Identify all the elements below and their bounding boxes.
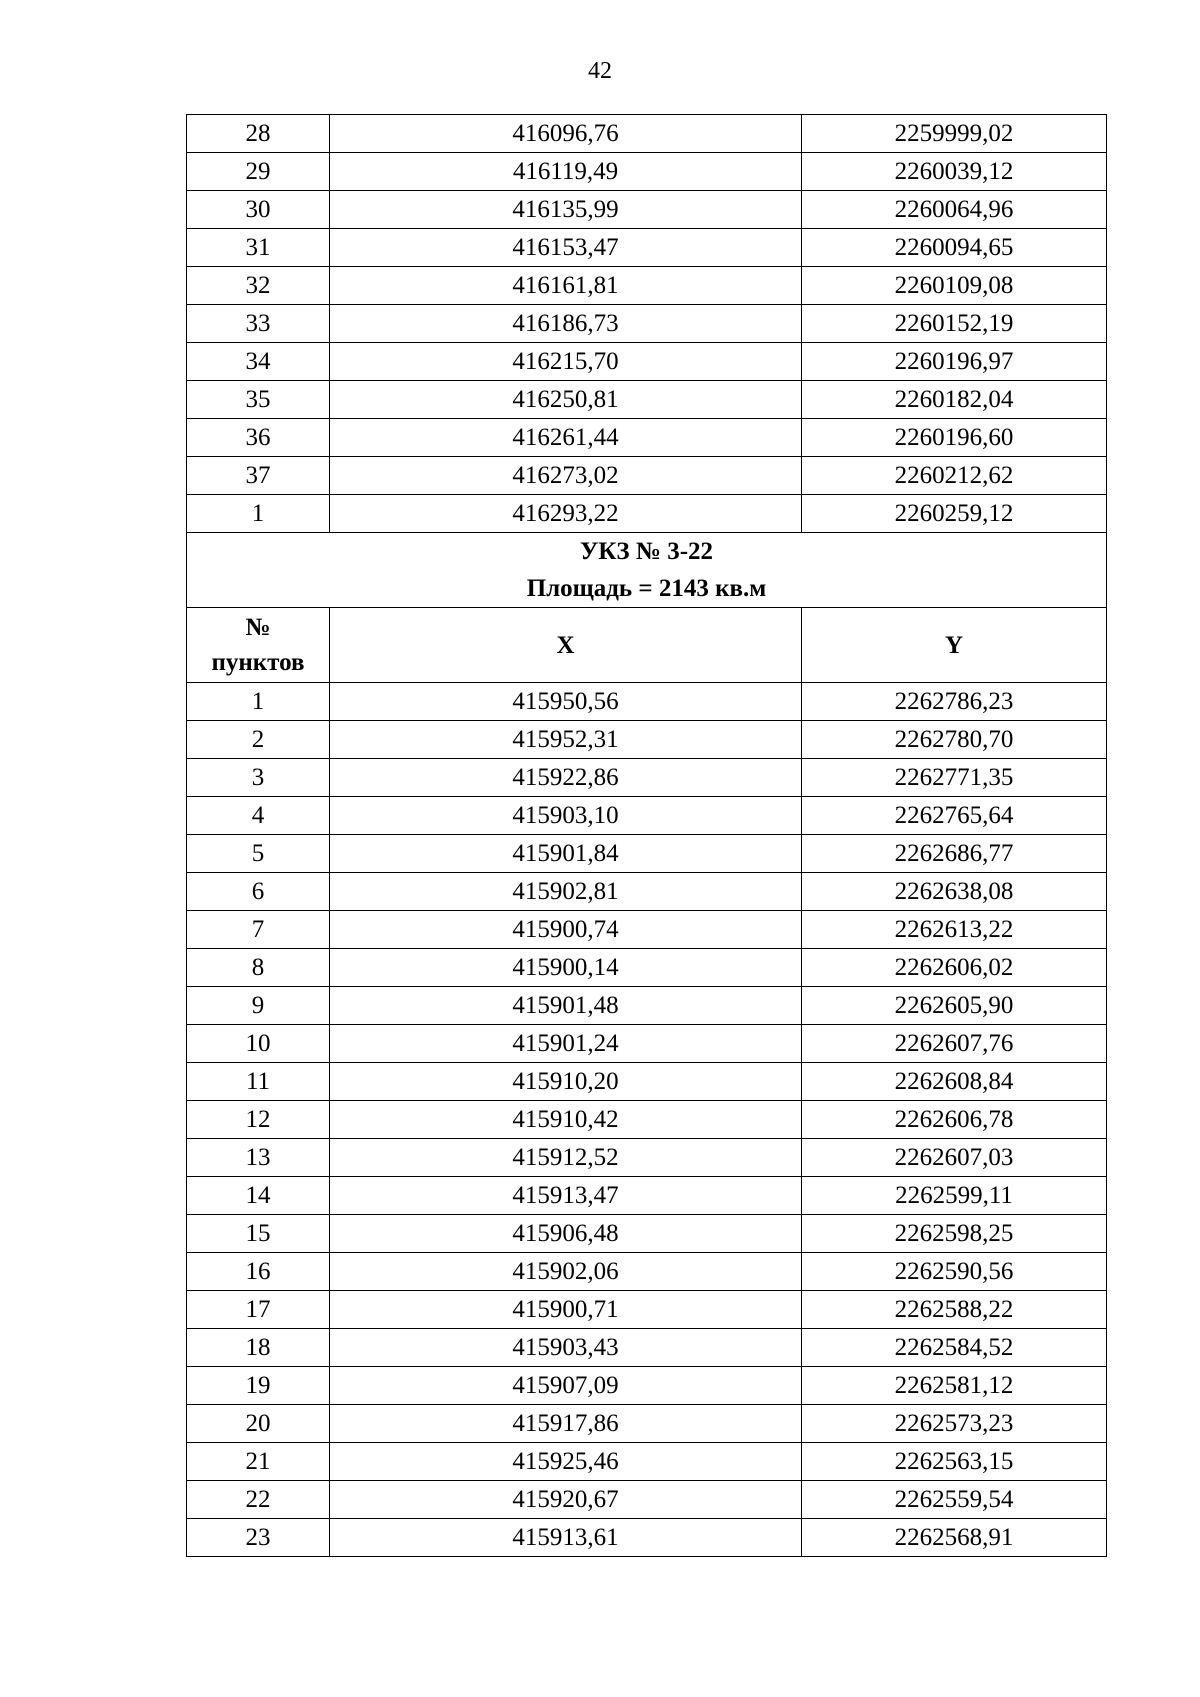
x-coordinate-cell: 416096,76 [330,115,802,153]
y-coordinate-cell: 2262608,84 [802,1063,1107,1101]
y-coordinate-cell: 2260039,12 [802,153,1107,191]
x-coordinate-cell: 416261,44 [330,419,802,457]
point-number-cell: 4 [187,797,330,835]
y-coordinate-cell: 2259999,02 [802,115,1107,153]
x-coordinate-cell: 416161,81 [330,267,802,305]
table-row [187,229,1107,267]
section-title: УКЗ № 3-22 [579,538,714,565]
point-number-cell: 30 [187,191,330,229]
y-coordinate-cell: 2260259,12 [802,495,1107,533]
table-row [187,1139,1107,1177]
point-number-cell: 1 [187,683,330,721]
y-coordinate-cell: 2262765,64 [802,797,1107,835]
y-coordinate-cell: 2262638,08 [802,873,1107,911]
table-row [187,191,1107,229]
y-coordinate-cell: 2262606,78 [802,1101,1107,1139]
y-coordinate-cell: 2262786,23 [802,683,1107,721]
y-coordinate-cell: 2260196,97 [802,343,1107,381]
table-row [187,343,1107,381]
point-number-cell: 34 [187,343,330,381]
table-row [187,1405,1107,1443]
table-row [187,1025,1107,1063]
y-coordinate-cell: 2260109,08 [802,267,1107,305]
table-row [187,683,1107,721]
y-coordinate-cell: 2262771,35 [802,759,1107,797]
table-row [187,911,1107,949]
table-row [187,419,1107,457]
y-coordinate-cell: 2260182,04 [802,381,1107,419]
x-coordinate-cell: 415901,24 [330,1025,802,1063]
section-area: Площадь = 2143 кв.м [526,575,767,602]
y-coordinate-cell: 2262588,22 [802,1291,1107,1329]
header-num-symbol: № [245,614,271,641]
point-number-cell: 6 [187,873,330,911]
table-row [187,1177,1107,1215]
point-number-cell: 37 [187,457,330,495]
y-coordinate-cell: 2262606,02 [802,949,1107,987]
x-coordinate-cell: 415952,31 [330,721,802,759]
point-number-cell: 28 [187,115,330,153]
x-coordinate-cell: 416153,47 [330,229,802,267]
point-number-cell: 36 [187,419,330,457]
x-coordinate-cell: 415901,48 [330,987,802,1025]
table-body-bottom [187,683,1107,1557]
point-number-cell: 31 [187,229,330,267]
table-row [187,381,1107,419]
table-body-top [187,115,1107,533]
x-coordinate-cell: 416135,99 [330,191,802,229]
y-coordinate-cell: 2260196,60 [802,419,1107,457]
point-number-cell: 35 [187,381,330,419]
x-coordinate-cell: 416119,49 [330,153,802,191]
x-coordinate-cell: 415906,48 [330,1215,802,1253]
table-row [187,1215,1107,1253]
x-coordinate-cell: 415901,84 [330,835,802,873]
point-number-cell: 32 [187,267,330,305]
column-header-row [187,608,1107,683]
section-header [187,533,1107,683]
point-number-cell: 21 [187,1443,330,1481]
y-coordinate-cell: 2262598,25 [802,1215,1107,1253]
table-row [187,1481,1107,1519]
coordinates-table [186,114,1107,1557]
point-number-cell: 1 [187,495,330,533]
table-row [187,1367,1107,1405]
y-coordinate-cell: 2262613,22 [802,911,1107,949]
x-coordinate-cell: 416186,73 [330,305,802,343]
point-number-cell: 15 [187,1215,330,1253]
header-num-label: пунктов [211,649,305,676]
x-coordinate-cell: 415925,46 [330,1443,802,1481]
x-coordinate-cell: 416215,70 [330,343,802,381]
point-number-cell: 5 [187,835,330,873]
y-coordinate-cell: 2260094,65 [802,229,1107,267]
header-point-number [187,608,330,683]
y-coordinate-cell: 2262605,90 [802,987,1107,1025]
point-number-cell: 8 [187,949,330,987]
y-coordinate-cell: 2262573,23 [802,1405,1107,1443]
table-row [187,797,1107,835]
header-x: X [330,608,802,683]
x-coordinate-cell: 415900,14 [330,949,802,987]
x-coordinate-cell: 415912,52 [330,1139,802,1177]
point-number-cell: 7 [187,911,330,949]
y-coordinate-cell: 2262568,91 [802,1519,1107,1557]
table-row [187,1329,1107,1367]
point-number-cell: 11 [187,1063,330,1101]
point-number-cell: 2 [187,721,330,759]
table-row [187,1291,1107,1329]
x-coordinate-cell: 415902,06 [330,1253,802,1291]
y-coordinate-cell: 2262559,54 [802,1481,1107,1519]
x-coordinate-cell: 415922,86 [330,759,802,797]
point-number-cell: 12 [187,1101,330,1139]
table-row [187,305,1107,343]
table-row [187,721,1107,759]
x-coordinate-cell: 416250,81 [330,381,802,419]
section-title-cell [187,533,1107,608]
point-number-cell: 14 [187,1177,330,1215]
y-coordinate-cell: 2262581,12 [802,1367,1107,1405]
section-title-row [187,533,1107,608]
table-row [187,835,1107,873]
table-row [187,115,1107,153]
y-coordinate-cell: 2262686,77 [802,835,1107,873]
x-coordinate-cell: 415903,10 [330,797,802,835]
point-number-cell: 17 [187,1291,330,1329]
header-y: Y [802,608,1107,683]
y-coordinate-cell: 2262563,15 [802,1443,1107,1481]
table-row [187,495,1107,533]
x-coordinate-cell: 415917,86 [330,1405,802,1443]
x-coordinate-cell: 415900,74 [330,911,802,949]
x-coordinate-cell: 415950,56 [330,683,802,721]
x-coordinate-cell: 415913,61 [330,1519,802,1557]
table-row [187,759,1107,797]
point-number-cell: 20 [187,1405,330,1443]
x-coordinate-cell: 415907,09 [330,1367,802,1405]
y-coordinate-cell: 2262780,70 [802,721,1107,759]
x-coordinate-cell: 415913,47 [330,1177,802,1215]
table-row [187,1101,1107,1139]
y-coordinate-cell: 2262590,56 [802,1253,1107,1291]
point-number-cell: 13 [187,1139,330,1177]
point-number-cell: 3 [187,759,330,797]
y-coordinate-cell: 2260152,19 [802,305,1107,343]
x-coordinate-cell: 415900,71 [330,1291,802,1329]
table-row [187,153,1107,191]
point-number-cell: 22 [187,1481,330,1519]
table-row [187,987,1107,1025]
table-row [187,267,1107,305]
point-number-cell: 18 [187,1329,330,1367]
y-coordinate-cell: 2262599,11 [802,1177,1107,1215]
y-coordinate-cell: 2262584,52 [802,1329,1107,1367]
table-row [187,1519,1107,1557]
table-row [187,1063,1107,1101]
point-number-cell: 29 [187,153,330,191]
x-coordinate-cell: 416293,22 [330,495,802,533]
x-coordinate-cell: 415910,20 [330,1063,802,1101]
point-number-cell: 16 [187,1253,330,1291]
y-coordinate-cell: 2260064,96 [802,191,1107,229]
point-number-cell: 9 [187,987,330,1025]
table-row [187,1253,1107,1291]
x-coordinate-cell: 415910,42 [330,1101,802,1139]
table-row [187,457,1107,495]
x-coordinate-cell: 416273,02 [330,457,802,495]
y-coordinate-cell: 2262607,03 [802,1139,1107,1177]
point-number-cell: 10 [187,1025,330,1063]
point-number-cell: 33 [187,305,330,343]
y-coordinate-cell: 2260212,62 [802,457,1107,495]
table-row [187,1443,1107,1481]
y-coordinate-cell: 2262607,76 [802,1025,1107,1063]
point-number-cell: 23 [187,1519,330,1557]
x-coordinate-cell: 415902,81 [330,873,802,911]
x-coordinate-cell: 415920,67 [330,1481,802,1519]
x-coordinate-cell: 415903,43 [330,1329,802,1367]
point-number-cell: 19 [187,1367,330,1405]
page-number: 42 [588,58,612,84]
table-row [187,873,1107,911]
table-row [187,949,1107,987]
